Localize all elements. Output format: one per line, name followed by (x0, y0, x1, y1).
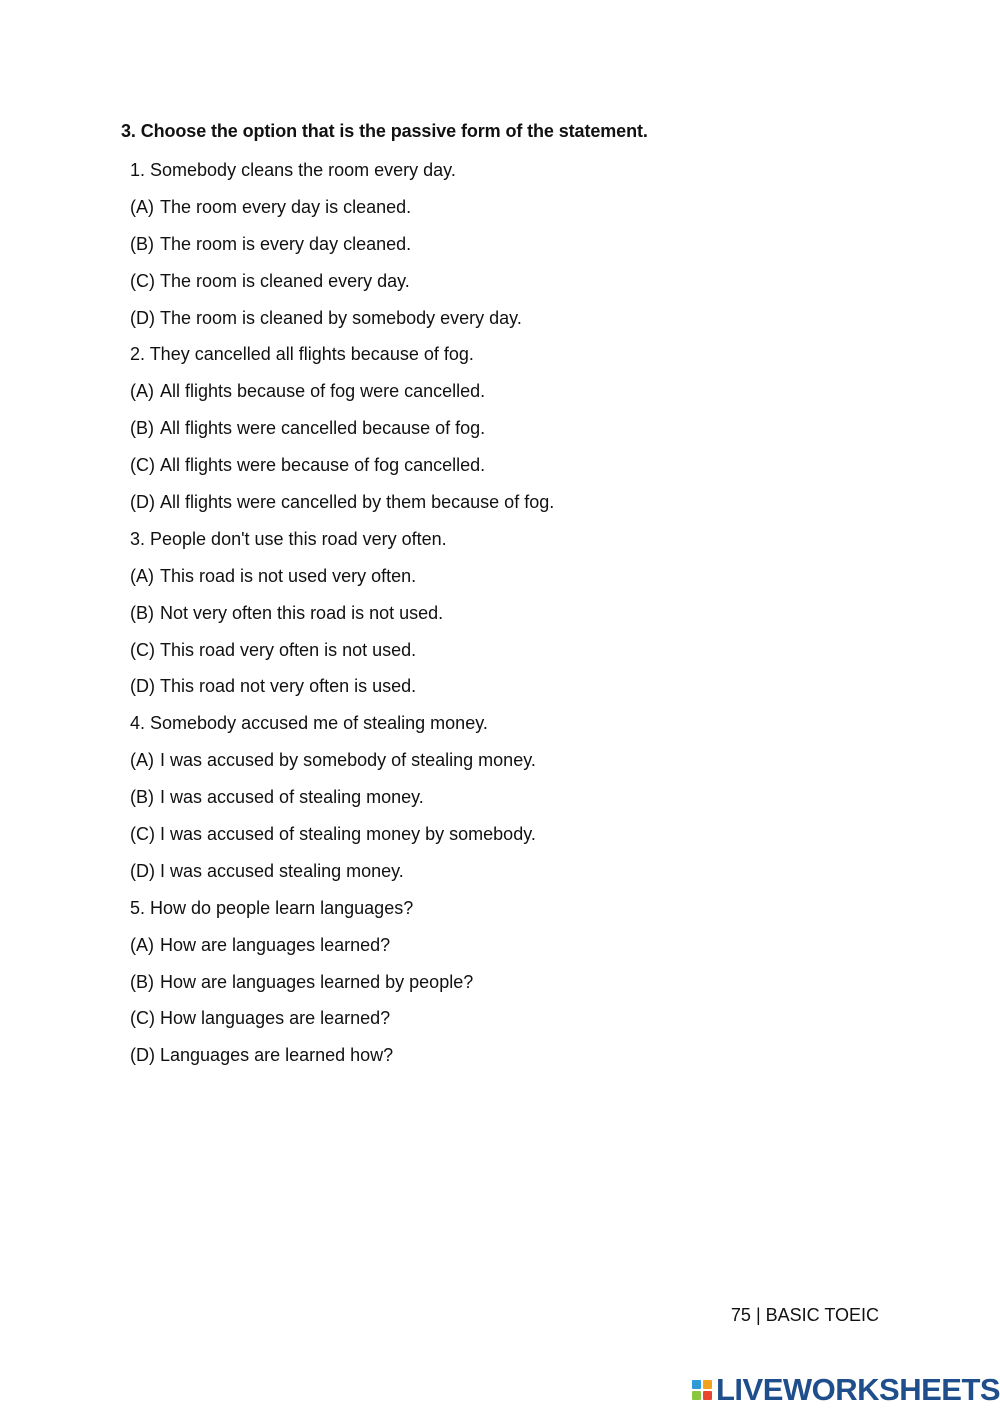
option-letter: (C) (130, 455, 155, 476)
option-letter: (A) (130, 381, 154, 402)
answer-option[interactable] (130, 306, 830, 343)
option-text: The room is cleaned by somebody every day. (160, 307, 522, 328)
question-prompt: 3. People don't use this road very often. (130, 528, 447, 549)
logo-square-green (692, 1391, 701, 1400)
option-letter: (C) (130, 639, 155, 660)
option-text: The room every day is cleaned. (160, 196, 412, 217)
answer-option[interactable] (130, 564, 830, 601)
liveworksheets-wordmark: LIVEWORKSHEETS (716, 1372, 1000, 1407)
option-text: I was accused of stealing money by somebody. (160, 824, 536, 845)
answer-option[interactable] (130, 1006, 830, 1043)
page-footer: 75 | BASIC TOEIC (730, 1305, 879, 1325)
option-letter: (B) (130, 418, 154, 439)
option-text: How languages are learned? (160, 1008, 391, 1029)
option-letter: (A) (130, 750, 154, 771)
answer-option[interactable] (130, 638, 830, 675)
answer-option[interactable] (130, 822, 830, 859)
question-list (130, 158, 830, 1080)
option-letter: (A) (130, 934, 154, 955)
logo-square-blue (692, 1380, 701, 1389)
liveworksheets-logo-icon (692, 1380, 712, 1400)
option-letter: (D) (130, 492, 155, 513)
question-prompt: 4. Somebody accused me of stealing money. (130, 713, 488, 734)
option-text: The room is cleaned every day. (160, 270, 410, 291)
option-text: How are languages learned by people? (160, 971, 474, 992)
option-text: Languages are learned how? (160, 1045, 394, 1066)
option-text: How are languages learned? (160, 934, 391, 955)
answer-option[interactable] (130, 859, 830, 896)
question-block (130, 527, 830, 711)
answer-option[interactable] (130, 933, 830, 970)
option-letter: (B) (130, 971, 154, 992)
option-letter: (B) (130, 787, 154, 808)
option-text: This road very often is not used. (160, 639, 417, 660)
answer-option[interactable] (130, 453, 830, 490)
answer-option[interactable] (130, 748, 830, 785)
question-block (130, 158, 830, 342)
answer-option[interactable] (130, 674, 830, 711)
option-text: I was accused of stealing money. (160, 787, 424, 808)
option-letter: (B) (130, 233, 154, 254)
option-letter: (D) (130, 676, 155, 697)
answer-option[interactable] (130, 490, 830, 527)
option-text: I was accused by somebody of stealing money. (160, 750, 536, 771)
answer-option[interactable] (130, 195, 830, 232)
option-letter: (A) (130, 565, 154, 586)
option-text: Not very often this road is not used. (160, 602, 444, 623)
answer-option[interactable] (130, 970, 830, 1007)
option-text: All flights were because of fog cancelled. (160, 455, 486, 476)
option-letter: (D) (130, 1045, 155, 1066)
option-letter: (D) (130, 307, 155, 328)
option-text: All flights were cancelled by them because of fog. (160, 492, 555, 513)
liveworksheets-logo (692, 1372, 1000, 1408)
answer-option[interactable] (130, 379, 830, 416)
option-text: The room is every day cleaned. (160, 233, 412, 254)
option-text: All flights because of fog were cancelled. (160, 381, 486, 402)
option-text: This road not very often is used. (160, 676, 417, 697)
option-letter: (C) (130, 1008, 155, 1029)
answer-option[interactable] (130, 269, 830, 306)
option-text: I was accused stealing money. (160, 860, 404, 881)
logo-square-red (703, 1391, 712, 1400)
logo-square-orange (703, 1380, 712, 1389)
exercise-heading: 3. Choose the option that is the passive form of the statement. (121, 121, 648, 141)
option-letter: (B) (130, 602, 154, 623)
question-prompt: 1. Somebody cleans the room every day. (130, 160, 456, 180)
option-text: This road is not used very often. (160, 565, 417, 586)
question-block (130, 711, 830, 895)
question-prompt: 2. They cancelled all flights because of fog. (130, 344, 474, 365)
question-block (130, 342, 830, 526)
option-letter: (D) (130, 860, 155, 881)
answer-option[interactable] (130, 1043, 830, 1080)
question-prompt: 5. How do people learn languages? (130, 897, 414, 918)
answer-option[interactable] (130, 785, 830, 822)
answer-option[interactable] (130, 416, 830, 453)
option-text: All flights were cancelled because of fog. (160, 418, 486, 439)
answer-option[interactable] (130, 601, 830, 638)
option-letter: (A) (130, 196, 154, 217)
option-letter: (C) (130, 270, 155, 291)
answer-option[interactable] (130, 232, 830, 269)
question-block (130, 896, 830, 1080)
option-letter: (C) (130, 824, 155, 845)
